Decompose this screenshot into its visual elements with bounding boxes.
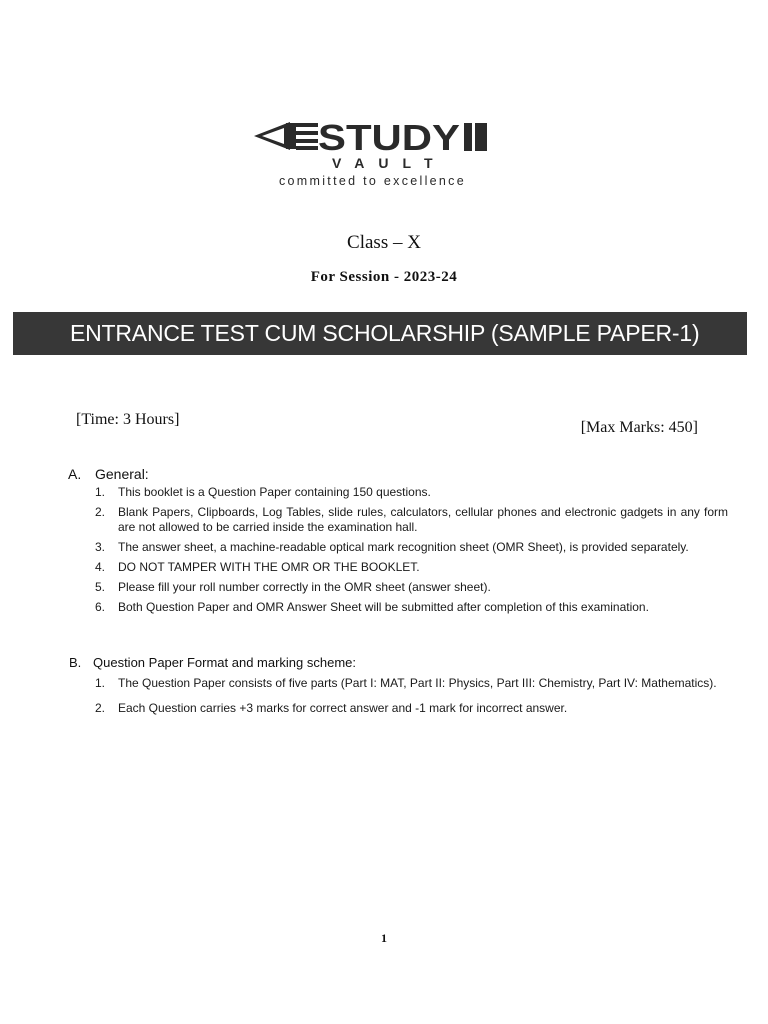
list-item [68,600,728,615]
time-duration: [Time: 3 Hours] [76,411,180,428]
item-number: 2. [95,505,106,519]
max-marks: [Max Marks: 450] [580,419,698,436]
section-letter: B. [69,655,82,670]
list-item [68,580,728,595]
item-text: Blank Papers, Clipboards, Log Tables, slide rules, calculators, cellular phones and electronic gadgets in any form are not allowed to be carried inside the examination hall. [118,505,728,534]
item-text: Each Question carries +3 marks for correct answer and -1 mark for incorrect answer. [118,701,568,715]
exam-title-banner [13,312,747,355]
list-item [68,698,728,718]
item-number: 4. [95,560,106,574]
item-text: DO NOT TAMPER WITH THE OMR OR THE BOOKLET. [118,560,420,574]
section-letter: A. [68,466,82,482]
brand-top-text: STUDY [318,118,460,158]
instruction-list [68,485,728,615]
item-text: Both Question Paper and OMR Answer Sheet will be submitted after completion of this examination. [118,600,649,614]
item-number: 3. [95,540,106,554]
section-format [68,655,728,723]
instruction-list [68,673,728,718]
item-text: Please fill your roll number correctly in the OMR sheet (answer sheet). [118,580,491,594]
item-text: The answer sheet, a machine-readable optical mark recognition sheet (OMR Sheet), is provided separately. [118,540,689,554]
item-text: This booklet is a Question Paper containing 150 questions. [118,485,431,499]
study-vault-logo [252,118,522,190]
item-text: The Question Paper consists of five parts (Part I: MAT, Part II: Physics, Part III: Chemistry, Part IV: Mathematics). [118,676,717,690]
item-number: 2. [95,701,106,715]
item-number: 1. [95,676,106,690]
section-heading [68,466,728,482]
list-item [68,673,728,693]
section-title: Question Paper Format and marking scheme: [93,655,357,670]
tagline-text: committed to excellence [279,174,466,188]
section-general [68,466,728,620]
section-title: General: [95,466,149,482]
list-item [68,560,728,575]
class-title: Class – X [347,232,421,253]
section-heading [69,655,728,670]
brand-bottom-text: VAULT [332,155,447,171]
item-number: 5. [95,580,106,594]
exam-title: ENTRANCE TEST CUM SCHOLARSHIP (SAMPLE PAPER-1) [70,320,700,346]
list-item [68,505,728,535]
session-label: For Session - 2023-24 [310,269,458,285]
page-number: 1 [381,931,387,945]
item-number: 6. [95,600,106,614]
list-item [68,540,728,555]
item-number: 1. [95,485,106,499]
pencil-logo-icon [252,118,522,190]
list-item [68,485,728,500]
